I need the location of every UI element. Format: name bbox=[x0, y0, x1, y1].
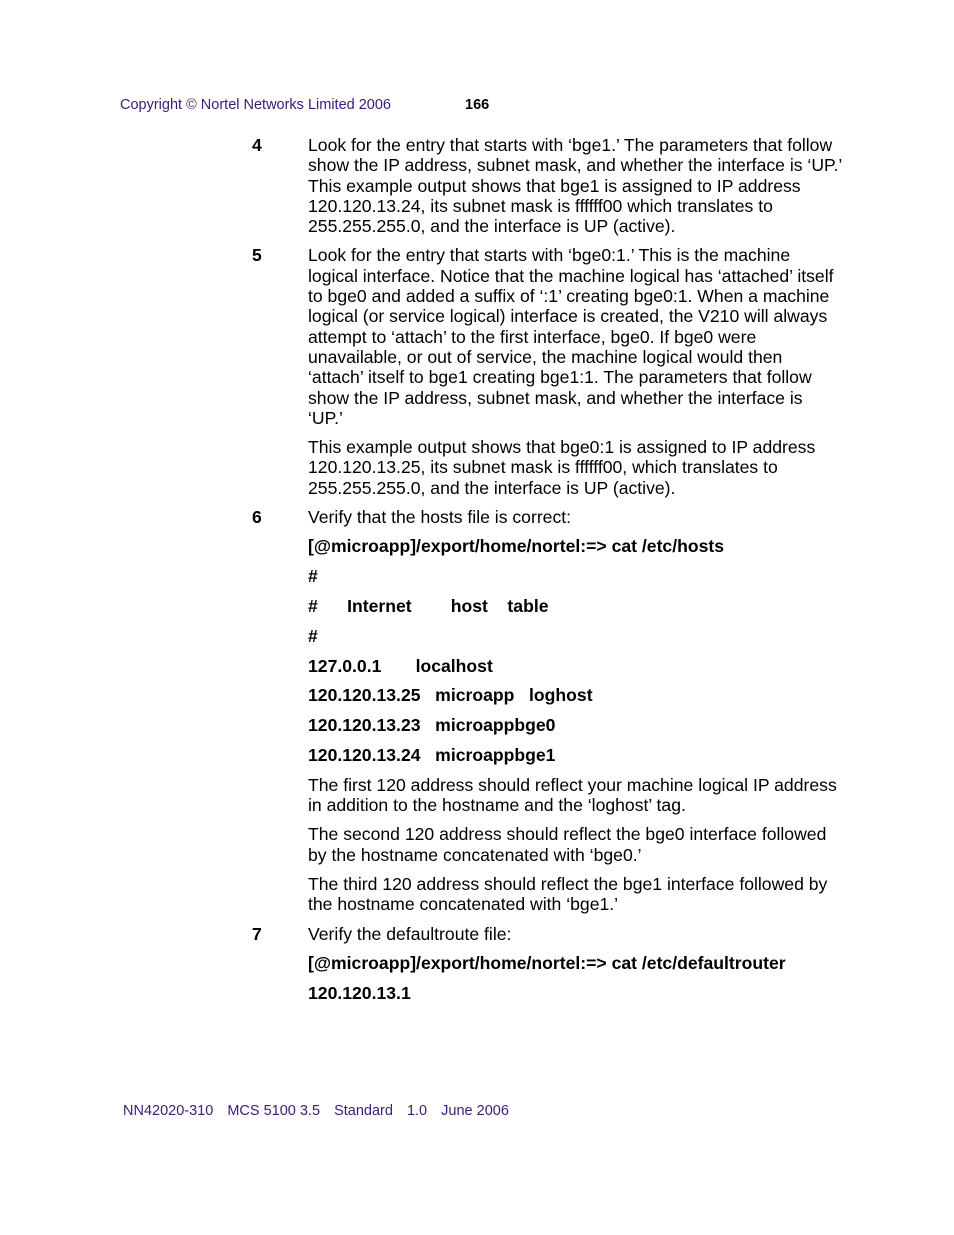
step-number: 4 bbox=[252, 135, 262, 155]
doc-date: June 2006 bbox=[441, 1103, 509, 1119]
page-header bbox=[120, 97, 490, 113]
command-line: [@microapp]/export/home/nortel:=> cat /etc/defaultrouter bbox=[308, 952, 786, 973]
step-note: The first 120 address should reflect your machine logical IP address in addition to the hostname and the ‘loghost’ tag. bbox=[308, 774, 837, 816]
step-paragraph: This example output shows that bge0:1 is assigned to IP address 120.120.13.25, its subnet mask is ffffff00, which translates to 255.255.255.0, and the interface is UP (active). bbox=[308, 437, 816, 498]
step-number: 7 bbox=[252, 923, 262, 944]
step-number: 6 bbox=[252, 507, 262, 528]
step-paragraph: Look for the entry that starts with ‘bge0:1.’ This is the machine logical interface. Notice that the machine logical has ‘attached’ itself to bge0 and added a suffix of ‘:1’ creating bge0:1. When a machine logical (or service logical) interface is created, the V210 will always attempt to ‘attach’ to the first interface, bge0. If bge0 were unavailable, or out of service, the machine logical would then ‘attach’ itself to bge1 creating bge1:1. The parameters that follow show the IP address, subnet mask, and whether the interface is ‘UP.’ bbox=[308, 245, 834, 428]
document-body bbox=[252, 135, 842, 1012]
step-6 bbox=[252, 507, 842, 914]
command-output-line: 127.0.0.1 localhost bbox=[308, 655, 493, 676]
step-7 bbox=[252, 924, 842, 1003]
doc-version: 1.0 bbox=[406, 1103, 428, 1119]
copyright-notice: Copyright © Nortel Networks Limited 2006 bbox=[120, 97, 391, 113]
command-output-line: 120.120.13.23 microappbge0 bbox=[308, 715, 556, 736]
step-4 bbox=[252, 135, 842, 236]
step-paragraph: Look for the entry that starts with ‘bge1.’ The parameters that follow show the IP address, subnet mask, and whether the interface is ‘UP.’ This example output shows that bge1 is assigned to IP address 120.120.13.24, its subnet mask is ffffff00 which translates to 255.255.255.0, and the interface is UP (active). bbox=[308, 135, 842, 237]
page-footer bbox=[123, 1103, 519, 1119]
command-output-line: 120.120.13.1 bbox=[308, 982, 411, 1003]
command-output-line: # bbox=[308, 566, 318, 587]
command-output-line: 120.120.13.25 microapp loghost bbox=[308, 685, 593, 706]
command-output-line: # Internet host table bbox=[308, 595, 549, 616]
command-output-line: 120.120.13.24 microappbge1 bbox=[308, 744, 556, 765]
step-number: 5 bbox=[252, 245, 262, 266]
page-number: 166 bbox=[465, 97, 490, 113]
step-note: The third 120 address should reflect the bge1 interface followed by the hostname concatenated with ‘bge1.’ bbox=[308, 873, 828, 915]
step-intro: Verify that the hosts file is correct: bbox=[308, 507, 572, 528]
step-5 bbox=[252, 245, 842, 498]
product-name: MCS 5100 3.5 bbox=[227, 1103, 321, 1119]
command-output-line: # bbox=[308, 625, 318, 646]
step-intro: Verify the defaultroute file: bbox=[308, 923, 512, 944]
doc-status: Standard bbox=[334, 1103, 393, 1119]
doc-number: NN42020-310 bbox=[123, 1103, 214, 1119]
command-line: [@microapp]/export/home/nortel:=> cat /etc/hosts bbox=[308, 536, 725, 557]
step-note: The second 120 address should reflect the bge0 interface followed by the hostname concatenated with ‘bge0.’ bbox=[308, 824, 827, 865]
